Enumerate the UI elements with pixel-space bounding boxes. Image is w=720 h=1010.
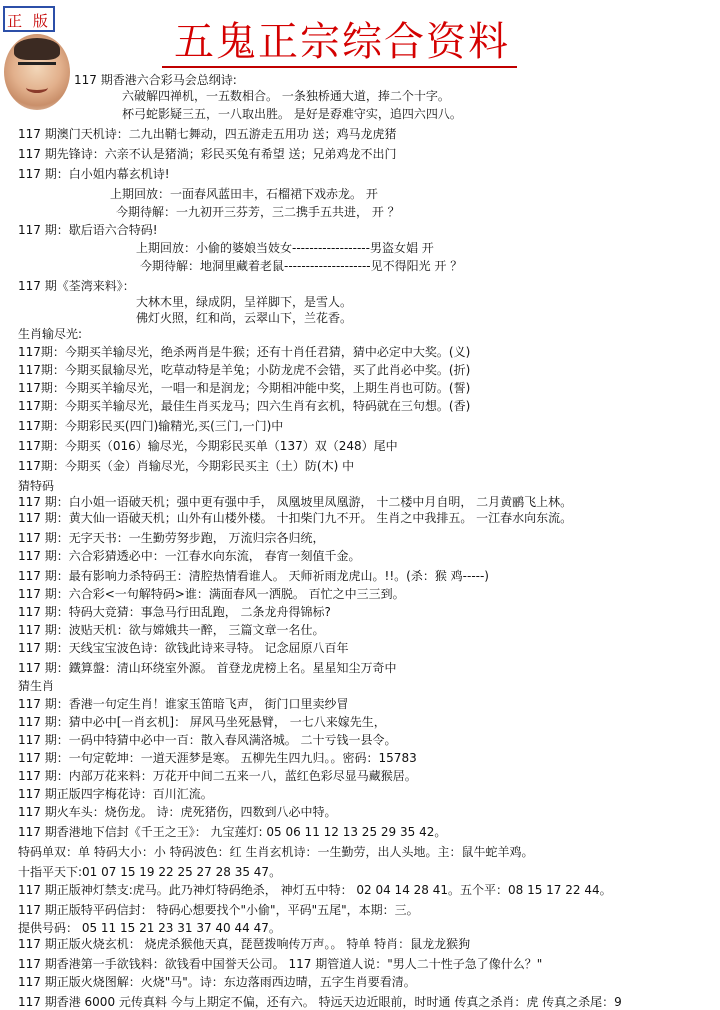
text-line: 117期：今期彩民买(四门)输精光,买(三门,一门)中	[18, 419, 284, 433]
text-line: 117期：今期买鼠输尽光，吃草动特是羊兔；小防龙虎不会错，买了此肖必中奖。(折)	[18, 363, 471, 377]
text-line: 117 期《荃湾来料》：	[18, 279, 135, 293]
text-line: 117 期：最有影响力杀特码王：清腔热情看谁人。 天师祈雨龙虎山。!!。(杀：猴 鸡-----)	[18, 569, 489, 583]
title-underline	[162, 66, 517, 68]
text-line: 今期待解：一九初开三芬芳，三二携手五共进， 开 ？	[116, 205, 400, 219]
text-line: 117 期正版四字梅花诗：百川汇流。	[18, 787, 213, 801]
avatar-glasses	[18, 62, 56, 74]
text-line: 117 期：六合彩猜透必中：一江春水向东流， 春宵一刻值千金。	[18, 549, 361, 563]
text-line: 117 期澳门天机诗：二九出鞘七舞动，四五游走五用功 送；鸡马龙虎猪	[18, 127, 397, 141]
text-line: 猜特码	[18, 479, 55, 493]
avatar	[4, 34, 70, 110]
text-line: 117期：今期买羊输尽光，一唱一和是润龙；今期相冲能中奖，上期生肖也可防。(誓)	[18, 381, 471, 395]
text-line: 117 期香港六合彩马会总纲诗:	[74, 73, 237, 87]
text-line: 117 期先锋诗：六亲不认是猪淌；彩民买兔有希望 送；兄弟鸡龙不出门	[18, 147, 397, 161]
text-line: 117 期正版神灯禁支:虎马。此乃神灯特码绝杀， 神灯五中特： 02 04 14 28 41。五个平：08 15 17 22 44。	[18, 883, 612, 897]
text-line: 佛灯火照，红和尚，云翠山下，兰花香。	[136, 311, 353, 325]
text-line: 生肖输尽光:	[18, 327, 83, 341]
text-line: 117 期香港第一手欲钱料：欲钱看中国誉天公司。 117 期管道人说："男人二十性子急了像什么？"	[18, 957, 543, 971]
text-line: 大林木里，绿成阴，呈祥脚下，是雪人。	[136, 295, 353, 309]
text-line: 117 期：歇后语六合特码!	[18, 223, 158, 237]
text-line: 117 期：天线宝宝波色诗：欲钱此诗来寻特。 记念屈原八百年	[18, 641, 349, 655]
avatar-smile	[26, 82, 48, 93]
text-line: 117 期：波贴天机：欲与嫦娥共一醉， 三篇文章一名仕。	[18, 623, 325, 637]
text-line: 上期回放：小偷的婆娘当妓女------------------男盗女娼 开	[136, 241, 434, 255]
text-line: 117 期：猜中必中[一肖玄机]： 屏风马坐死悬臂， 一七八来嫁先生，	[18, 715, 386, 729]
text-line: 猜生肖	[18, 679, 55, 693]
text-line: 117 期：无字天书：一生勤劳努步跑， 万流归宗各归统，	[18, 531, 325, 545]
avatar-hair	[14, 38, 60, 60]
text-line: 十指平天下:01 07 15 19 22 25 27 28 35 47。	[18, 865, 282, 879]
text-line: 117 期：香港一句定生肖！谁家玉笛暗飞声， 街门口里卖纱冒	[18, 697, 349, 711]
text-line: 117 期香港 6000 元传真料 今与上期定不偏，还有六。 特远天边近眼前，时时通 传真之杀肖：虎 传真之杀尾：9	[18, 995, 622, 1009]
text-line: 117期：今期买（016）输尽光，今期彩民买单（137）双（248）尾中	[18, 439, 398, 453]
text-line: 117 期正版火烧图解：火烧"马"。诗：东边落雨西边晴，五字生肖要看清。	[18, 975, 416, 989]
text-line: 117 期：六合彩<一句解特码>谁：满面春风一洒脱。 百忙之中三三到。	[18, 587, 405, 601]
text-line: 117 期：白小姐内幕玄机诗!	[18, 167, 170, 181]
text-line: 杯弓蛇影疑三五，一八取出胜。 是好是孬难守实，追四六四八。	[122, 107, 462, 121]
text-line: 117 期香港地下信封《千王之王》： 九宝莲灯: 05 06 11 12 13 25 29 35 42。	[18, 825, 447, 839]
text-line: 六破解四禅机，一五数相合。 一条独桥通大道，捧二个十字。	[122, 89, 450, 103]
text-line: 117 期：一句定乾坤：一道天涯梦是寒。 五柳先生四九归。。密码：15783	[18, 751, 417, 765]
text-line: 117 期：黄大仙一语破天机；山外有山楼外楼。 十扣柴门九不开。 生肖之中我排五。 一江春水向东流。	[18, 511, 573, 525]
text-line: 今期待解：地洞里藏着老鼠--------------------见不得阳光 开 ？	[140, 259, 463, 273]
text-line: 117期：今期买羊输尽光，绝杀两肖是牛猴；还有十肖任君猜，猜中必定中大奖。(义)	[18, 345, 471, 359]
text-line: 特码单双：单 特码大小：小 特码波色：红 生肖玄机诗：一生勤劳，出人头地。主：鼠牛蛇羊鸡。	[18, 845, 534, 859]
text-line: 117 期：特码大竞猜：事急马行田乱跑， 二条龙舟得锦标?	[18, 605, 331, 619]
text-line: 117 期正版火烧玄机： 烧虎杀猴他天真，琵琶拨响传万声。。 特单 特肖：鼠龙龙猴狗	[18, 937, 471, 951]
text-line: 117期：今期买（金）肖输尽光，今期彩民买主（土）防(木) 中	[18, 459, 355, 473]
text-line: 117期：今期买羊输尽光，最佳生肖买龙马；四六生肖有玄机，特码就在三句想。(香)	[18, 399, 471, 413]
text-line: 117 期火车头：烧伤龙。 诗：虎死猪伤，四数到八必中特。	[18, 805, 337, 819]
text-line: 117 期：白小姐一语破天机；强中更有强中手， 凤凰坡里凤凰游， 十二楼中月自明， 二月黄鹂飞上林。	[18, 495, 573, 509]
text-line: 117 期：鐵算盤：清山环绕室外源。 首登龙虎榜上名。星星知尘万奇中	[18, 661, 397, 675]
text-line: 117 期：一码中特猜中必中一百：散入春风满洛城。 二十亏钱一县令。	[18, 733, 397, 747]
text-line: 117 期：内部万花来料：万花开中间二五来一八，蓝红色彩尽显马藏猴居。	[18, 769, 417, 783]
text-line: 117 期正版特平码信封： 特码心想要找个"小偷"，平码"五尾"，本期：三。	[18, 903, 419, 917]
edition-badge: 正 版	[3, 6, 55, 32]
page-title: 五鬼正宗综合资料	[174, 19, 510, 65]
text-line: 提供号码： 05 11 15 21 23 31 37 40 44 47。	[18, 921, 281, 935]
text-line: 上期回放：一面春风蓝田丰，石榴裙下戏赤龙。 开	[110, 187, 378, 201]
